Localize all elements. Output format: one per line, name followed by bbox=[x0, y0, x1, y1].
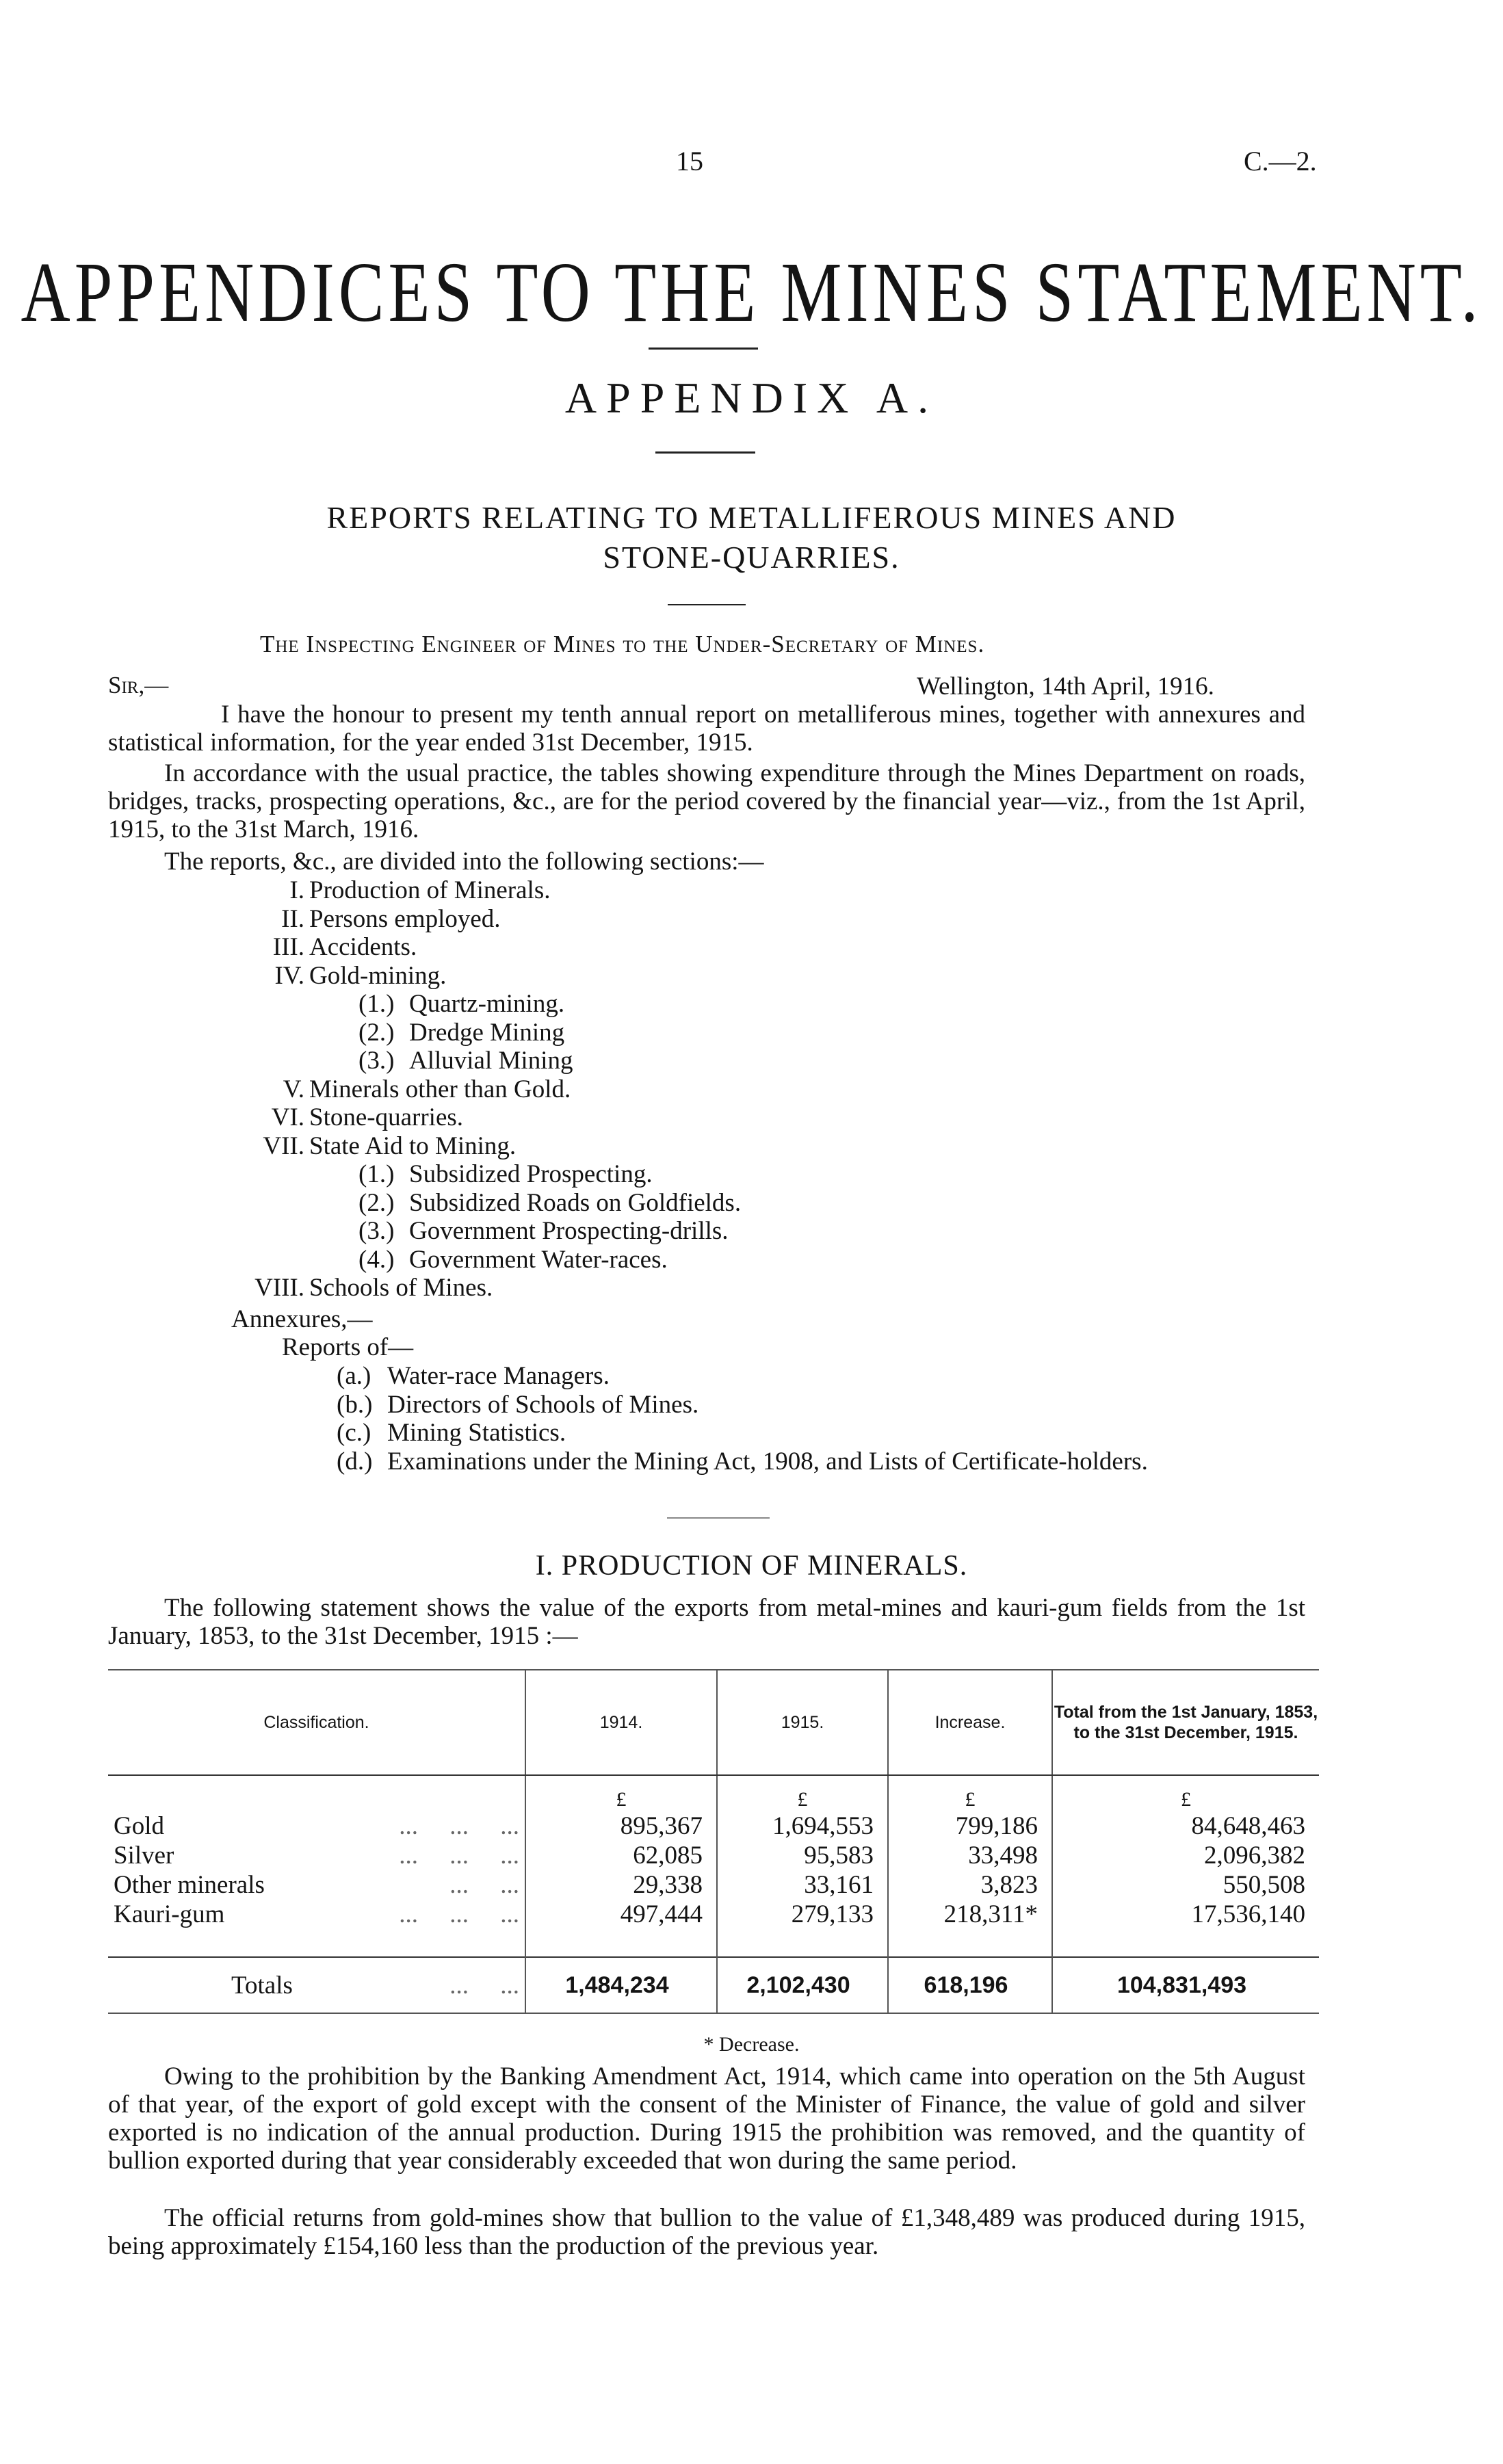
value-y1915: 279,133 bbox=[717, 1900, 888, 1929]
annexure-label: Mining Statistics. bbox=[387, 1419, 566, 1447]
row-label-cell bbox=[108, 1900, 525, 1929]
para-text: The official returns from gold-mines show that bullion to the value of £1,348,489 was produced during 1915, being approximately £154,160 less than the production of the previous year. bbox=[108, 2204, 1305, 2260]
row-label-cell bbox=[108, 1841, 525, 1870]
value-y1915: 1,694,553 bbox=[717, 1811, 888, 1841]
value-y1915: 33,161 bbox=[717, 1870, 888, 1900]
currency-symbol: £ bbox=[888, 1775, 1052, 1811]
row-label: Other minerals bbox=[114, 1871, 265, 1899]
section-label: Alluvial Mining bbox=[409, 1047, 573, 1075]
section-number: IV. bbox=[274, 961, 304, 990]
para-text: In accordance with the usual practice, the tables showing expenditure through the Mines Department on roads, bridges, tracks, prospecting operations, &c., are for the period covered by the financial year—viz., from the 1st April, 1915, to the 31st March, 1916. bbox=[108, 759, 1305, 843]
section-label: Government Prospecting-drills. bbox=[409, 1217, 729, 1245]
dateline: Wellington, 14th April, 1916. bbox=[917, 672, 1214, 700]
value-y1914: 62,085 bbox=[525, 1841, 717, 1870]
table-row bbox=[108, 1841, 1319, 1870]
section-label: Accidents. bbox=[309, 933, 417, 961]
closing-paragraph-1 bbox=[108, 2062, 1305, 2175]
salutation: Sir,— bbox=[108, 672, 169, 698]
section-number: III. bbox=[272, 933, 304, 961]
section-number: (2.) bbox=[358, 1018, 395, 1047]
divider bbox=[649, 348, 758, 350]
reports-title-line1: REPORTS RELATING TO METALLIFEROUS MINES AND bbox=[326, 500, 1177, 535]
value-increase: 799,186 bbox=[888, 1811, 1052, 1841]
leader-dots: ... ... ... bbox=[399, 1900, 519, 1928]
value-y1915: 95,583 bbox=[717, 1841, 888, 1870]
currency-symbol: £ bbox=[525, 1775, 717, 1811]
value-increase: 3,823 bbox=[888, 1870, 1052, 1900]
value-y1914: 1,484,234 bbox=[525, 1957, 717, 2013]
value-y1914: 895,367 bbox=[525, 1811, 717, 1841]
currency-symbol: £ bbox=[717, 1775, 888, 1811]
section-number: (4.) bbox=[358, 1245, 395, 1274]
section-label: Schools of Mines. bbox=[309, 1274, 493, 1302]
section-number: I. bbox=[289, 876, 304, 904]
section-label: Dredge Mining bbox=[409, 1018, 565, 1047]
letter-paragraph-2 bbox=[108, 759, 1305, 843]
value-y1915: 2,102,430 bbox=[717, 1957, 888, 2013]
value-increase: 218,311* bbox=[888, 1900, 1052, 1929]
value-total: 84,648,463 bbox=[1052, 1811, 1319, 1841]
table-row bbox=[108, 1811, 1319, 1841]
value-y1914: 497,444 bbox=[525, 1900, 717, 1929]
col-header-1915: 1915. bbox=[717, 1670, 888, 1775]
closing-paragraph-2 bbox=[108, 2204, 1305, 2260]
value-y1914: 29,338 bbox=[525, 1870, 717, 1900]
section-number: II. bbox=[281, 904, 304, 933]
section-label: Gold-mining. bbox=[309, 961, 447, 990]
production-intro bbox=[108, 1594, 1305, 1650]
col-header-increase: Increase. bbox=[888, 1670, 1052, 1775]
annexure-label: Water-race Managers. bbox=[387, 1362, 610, 1390]
section-label: Stone-quarries. bbox=[309, 1103, 464, 1131]
footnote: * Decrease. bbox=[703, 2033, 800, 2056]
value-total: 17,536,140 bbox=[1052, 1900, 1319, 1929]
production-table bbox=[108, 1669, 1319, 2014]
col-header-total: Total from the 1st January, 1853, to the 31st December, 1915. bbox=[1052, 1670, 1319, 1775]
annexure-label: Examinations under the Mining Act, 1908, and Lists of Certificate-holders. bbox=[387, 1447, 1148, 1476]
value-total: 550,508 bbox=[1052, 1870, 1319, 1900]
row-label-cell bbox=[108, 1811, 525, 1841]
row-label: Silver bbox=[114, 1842, 174, 1870]
totals-row bbox=[108, 1957, 1319, 2013]
section-label: Persons employed. bbox=[309, 904, 501, 933]
section-label: Production of Minerals. bbox=[309, 876, 551, 904]
table-row bbox=[108, 1900, 1319, 1929]
annexure-number: (b.) bbox=[337, 1390, 373, 1419]
section-number: (1.) bbox=[358, 1160, 395, 1188]
section-label: Government Water-races. bbox=[409, 1245, 668, 1274]
leader-dots: ... ... ... bbox=[399, 1842, 519, 1870]
col-header-1914: 1914. bbox=[525, 1670, 717, 1775]
section-number: (2.) bbox=[358, 1188, 395, 1217]
table-header-row bbox=[108, 1670, 1319, 1775]
row-label-cell bbox=[108, 1870, 525, 1900]
section-label: Subsidized Prospecting. bbox=[409, 1160, 653, 1188]
section-label: Quartz-mining. bbox=[409, 990, 565, 1018]
section-number: VI. bbox=[271, 1103, 304, 1131]
leader-dots: ... ... ... bbox=[399, 1812, 519, 1840]
annexure-number: (d.) bbox=[337, 1447, 373, 1476]
annexure-number: (a.) bbox=[337, 1362, 371, 1390]
row-label-cell bbox=[108, 1957, 525, 2013]
section-number: VII. bbox=[263, 1131, 304, 1160]
table-row bbox=[108, 1870, 1319, 1900]
row-label: Totals bbox=[231, 1971, 293, 2000]
section-number: VIII. bbox=[254, 1274, 304, 1302]
section-label: State Aid to Mining. bbox=[309, 1131, 517, 1160]
main-title: APPENDICES TO THE MINES STATEMENT. bbox=[21, 244, 1482, 340]
section-title: I. PRODUCTION OF MINERALS. bbox=[535, 1550, 968, 1582]
reports-of: Reports of— bbox=[282, 1333, 414, 1361]
currency-row bbox=[108, 1775, 1319, 1811]
section-number: (3.) bbox=[358, 1047, 395, 1075]
row-label: Kauri-gum bbox=[114, 1900, 225, 1928]
annexures-heading: Annexures,— bbox=[231, 1305, 373, 1333]
reports-title bbox=[0, 498, 1503, 577]
annexure-label: Directors of Schools of Mines. bbox=[387, 1390, 699, 1419]
value-total: 104,831,493 bbox=[1052, 1957, 1319, 2013]
leader-dots: ... ... bbox=[449, 1871, 519, 1899]
spacer-row bbox=[108, 1929, 1319, 1957]
col-header-classification: Classification. bbox=[108, 1670, 525, 1775]
leader-dots: ... ... bbox=[449, 1971, 519, 2000]
section-label: Minerals other than Gold. bbox=[309, 1075, 571, 1103]
section-number: (1.) bbox=[358, 990, 395, 1018]
letter-paragraph-1 bbox=[108, 700, 1305, 757]
value-increase: 618,196 bbox=[888, 1957, 1052, 2013]
para-text: Owing to the prohibition by the Banking Amendment Act, 1914, which came into operation on the 5th August of that year, of the export of gold except with the consent of the Minister of Finance, the value of gold and silver exported is no indication of the annual production. During 1915 the prohibition was removed, and the quantity of bullion exported during that year considerably exceeded that won during the same period. bbox=[108, 2062, 1305, 2175]
para-text: I have the honour to present my tenth annual report on metalliferous mines, together with annexures and statistical information, for the year ended 31st December, 1915. bbox=[108, 700, 1305, 757]
para-text: The following statement shows the value of the exports from metal-mines and kauri-gum fields from the 1st January, 1853, to the 31st December, 1915 :— bbox=[108, 1594, 1305, 1650]
section-number: (3.) bbox=[358, 1217, 395, 1245]
page-number: 15 bbox=[676, 146, 703, 176]
divider bbox=[668, 604, 746, 605]
value-total: 2,096,382 bbox=[1052, 1841, 1319, 1870]
divider bbox=[655, 451, 755, 454]
page-reference: C.—2. bbox=[1244, 146, 1317, 176]
annexure-number: (c.) bbox=[337, 1419, 371, 1447]
section-number: V. bbox=[283, 1075, 304, 1103]
section-label: Subsidized Roads on Goldfields. bbox=[409, 1188, 742, 1217]
currency-symbol: £ bbox=[1052, 1775, 1319, 1811]
row-label: Gold bbox=[114, 1812, 164, 1840]
addressee-line: The Inspecting Engineer of Mines to the Under-Secretary of Mines. bbox=[260, 631, 985, 657]
divider bbox=[667, 1517, 770, 1519]
value-increase: 33,498 bbox=[888, 1841, 1052, 1870]
reports-title-line2: STONE-QUARRIES. bbox=[603, 540, 900, 575]
sections-intro: The reports, &c., are divided into the following sections:— bbox=[164, 848, 764, 876]
appendix-title: APPENDIX A. bbox=[564, 373, 939, 422]
